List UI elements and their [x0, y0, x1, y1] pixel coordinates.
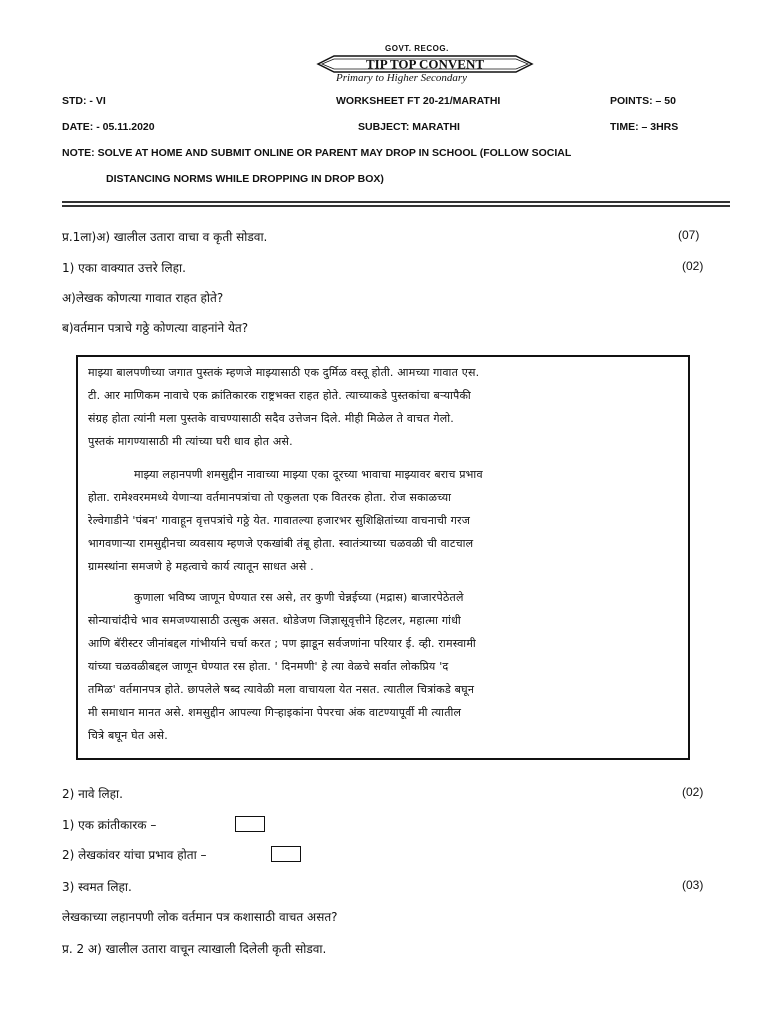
passage-box — [76, 355, 690, 760]
passage-line: टी. आर माणिकम नावाचे एक क्रांतिकारक राष्ट्रभक्त राहत होते. त्याच्याकडे पुस्तकांचा बऱ्यापैकी — [88, 389, 471, 402]
passage-line: संग्रह होता त्यांनी मला पुस्तके वाचण्यासाठी सदैव उत्तेजन दिले. मीही मिळेल ते वाचत गेलो. — [88, 412, 454, 425]
subject-label: SUBJECT: MARATHI — [358, 121, 460, 133]
header-divider — [62, 201, 730, 203]
passage-line: चित्रे बघून घेत असे. — [88, 729, 168, 742]
q1-heading: प्र.1ला)अ) खालील उतारा वाचा व कृती सोडवा. — [62, 230, 268, 244]
answer-box-revolutionary[interactable] — [235, 816, 265, 832]
q1-2-instruction: 2) नावे लिहा. — [62, 787, 123, 801]
q1-3-instruction: 3) स्वमत लिहा. — [62, 880, 132, 894]
passage-line: पुस्तकं मागण्यासाठी मी त्यांच्या घरी धाव होत असे. — [88, 435, 293, 448]
school-name: TIP TOP CONVENT — [366, 56, 484, 72]
q1-1-b: ब)वर्तमान पत्राचे गठ्ठे कोणत्या वाहनांने येत? — [62, 321, 249, 335]
passage-line: माझ्या बालपणीच्या जगात पुस्तकं म्हणजे माझ्यासाठी एक दुर्मिळ वस्तू होती. आमच्या गावात एस. — [88, 366, 480, 379]
points-label: POINTS: – 50 — [610, 95, 676, 107]
logo-recognition: GOVT. RECOG. — [385, 44, 449, 53]
answer-box-influence[interactable] — [271, 846, 301, 862]
passage-line: तमिळ' वर्तमानपत्र होते. छापलेले षब्द त्यावेळी मला वाचायला येत नसत. त्यातील चित्रांकडे बघून — [88, 683, 475, 696]
q1-marks: (07) — [678, 228, 700, 242]
q1-1-a: अ)लेखक कोणत्या गावात राहत होते? — [62, 291, 224, 305]
passage-line: भागवणाऱ्या रामसुद्दीनचा व्यवसाय म्हणजे एकखांबी तंबू होता. स्वातंत्र्याच्या चळवळी ची वाटचाल — [88, 537, 474, 550]
school-logo — [316, 54, 534, 74]
passage-line: कुणाला भविष्य जाणून घेण्यात रस असे, तर कुणी चेन्नईच्या (मद्रास) बाजारपेठेतले — [134, 591, 464, 604]
passage-line: ग्रामस्थांना समजणे हे महत्वाचे कार्य त्यातून साधत असे . — [88, 560, 314, 573]
time-label: TIME: – 3HRS — [610, 121, 679, 133]
note-line-1: NOTE: SOLVE AT HOME AND SUBMIT ONLINE OR PARENT MAY DROP IN SCHOOL (FOLLOW SOCIAL — [62, 147, 572, 159]
q2-heading: प्र. 2 अ) खालील उतारा वाचून त्याखाली दिलेली कृती सोडवा. — [62, 942, 327, 956]
q1-1-marks: (02) — [682, 259, 704, 273]
passage-line: माझ्या लहानपणी शमसुद्दीन नावाच्या माझ्या एका दूरच्या भावाचा माझ्यावर बराच प्रभाव — [134, 468, 483, 481]
std-label: STD: - VI — [62, 95, 106, 107]
passage-line: आणि बॅरीस्टर जीनांबद्दल गांभीर्याने चर्चा करत ; पण झाडून सर्वजणांना परियार ई. व्ही. रामस्वामी — [88, 637, 476, 650]
passage-line: मी समाधान मानत असे. शमसुद्दीन आपल्या गिऱ्हाइकांना पेपरचा अंक वाटण्यापूर्वी मी त्यातील — [88, 706, 462, 719]
q1-2-2: 2) लेखकांवर यांचा प्रभाव होता – — [62, 848, 207, 862]
passage-line: सोन्याचांदीचे भाव समजण्यासाठी उत्सुक असत. थोडेजण जिज्ञासूवृत्तीने हिटलर, महात्मा गांधी — [88, 614, 461, 627]
note-line-2: DISTANCING NORMS WHILE DROPPING IN DROP BOX) — [106, 173, 384, 185]
school-tagline: Primary to Higher Secondary — [336, 72, 468, 84]
passage-line: यांच्या चळवळीबद्दल जाणून घेण्यात रस होता. ' दिनमणी' हे त्या वेळचे सर्वात लोकप्रिय 'द — [88, 660, 449, 673]
q1-3-question: लेखकाच्या लहानपणी लोक वर्तमान पत्र कशासाठी वाचत असत? — [62, 910, 338, 924]
q1-1-instruction: 1) एका वाक्यात उत्तरे लिहा. — [62, 261, 186, 275]
worksheet-label: WORKSHEET FT 20-21/MARATHI — [336, 95, 501, 107]
q1-2-marks: (02) — [682, 785, 704, 799]
header-divider-second — [62, 205, 730, 207]
date-label: DATE: - 05.11.2020 — [62, 121, 155, 133]
q1-3-marks: (03) — [682, 878, 704, 892]
passage-line: रेल्वेगाडीने 'पंबन' गावाहून वृत्तपत्रांचे गठ्ठे येत. गावातल्या हजारभर सुशिक्षितांच्या वाचनाची गरज — [88, 514, 471, 527]
q1-2-1: 1) एक क्रांतीकारक – — [62, 818, 157, 832]
passage-line: होता. रामेश्वरममध्ये येणाऱ्या वर्तमानपत्रांचा तो एकुलता एक वितरक होता. रोज सकाळच्या — [88, 491, 452, 504]
